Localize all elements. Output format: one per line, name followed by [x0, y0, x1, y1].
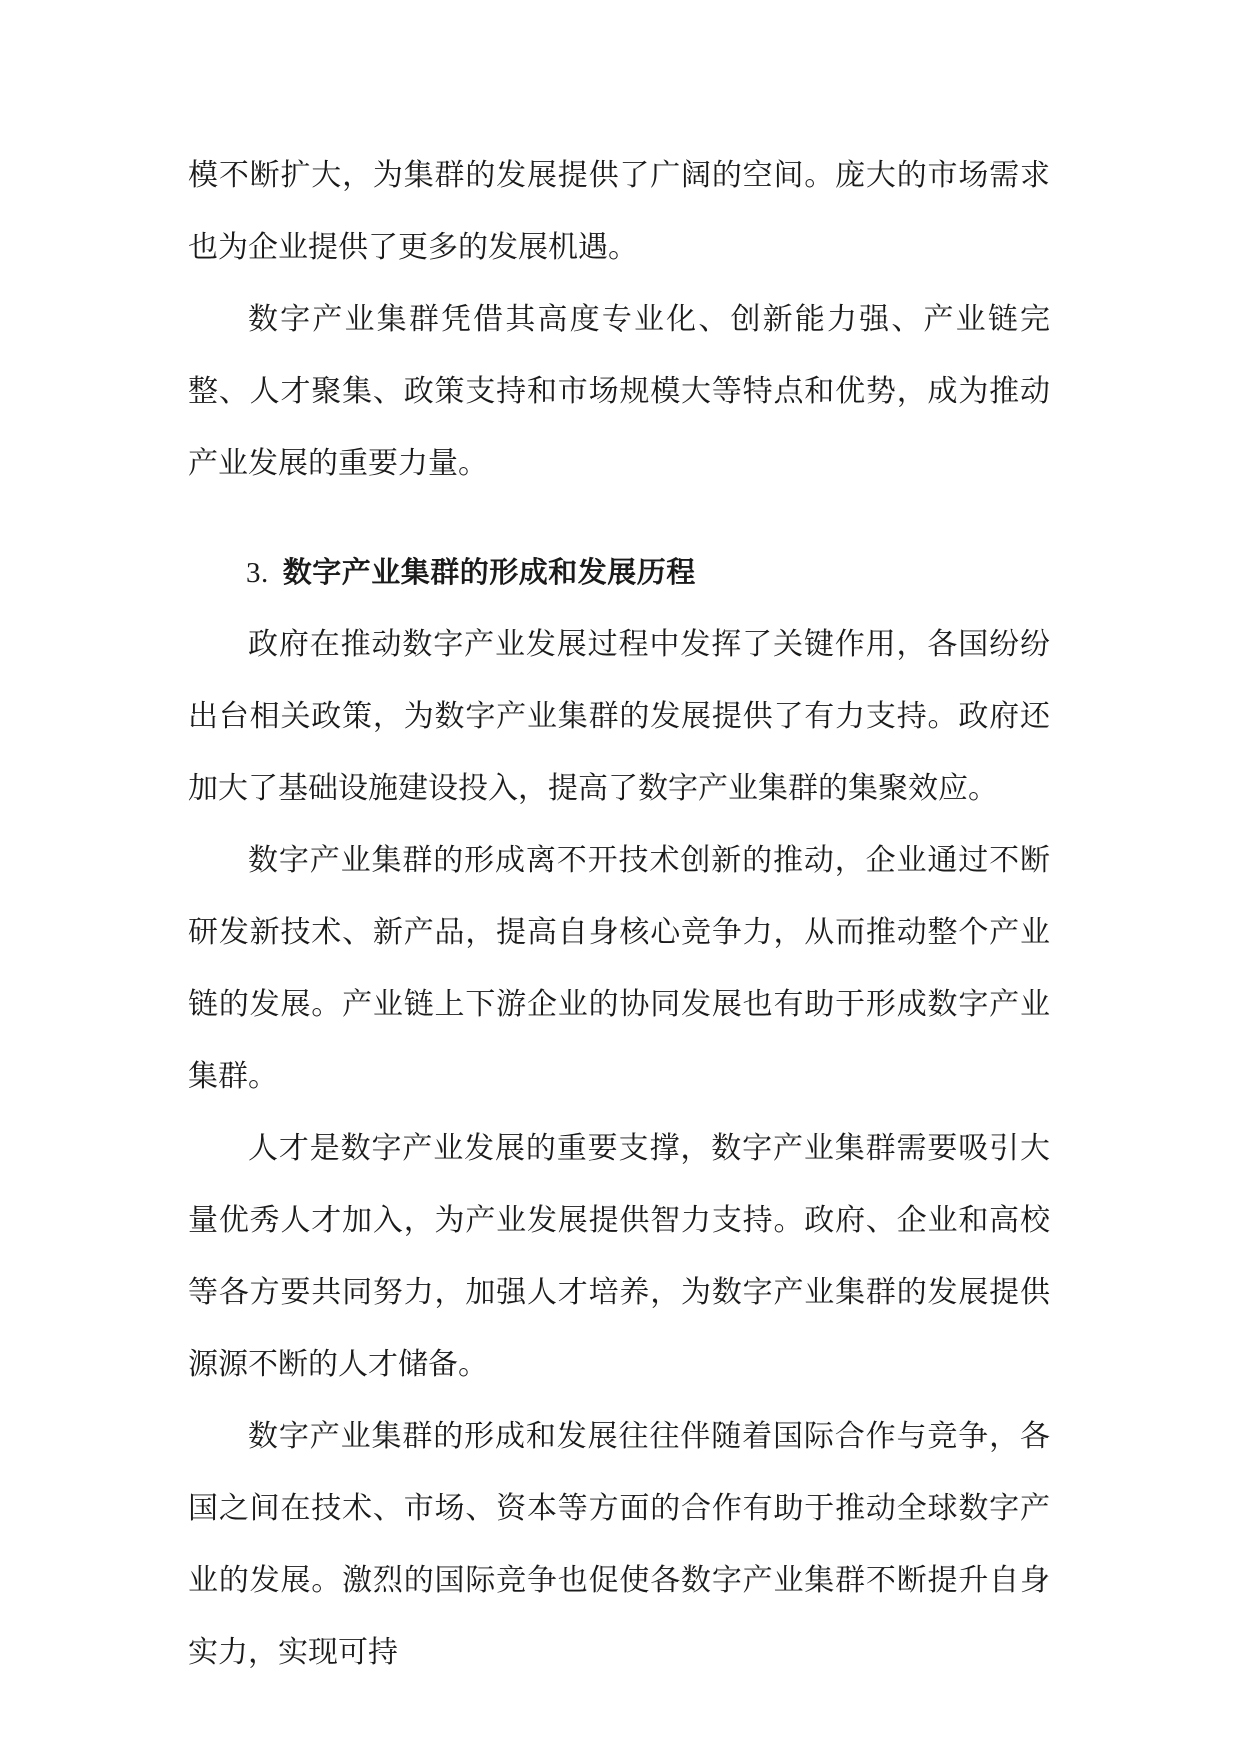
paragraph: 数字产业集群的形成离不开技术创新的推动，企业通过不断研发新技术、新产品，提高自身核心竞争力，从而推动整个产业链的发展。产业链上下游企业的协同发展也有助于形成数字产业集群。 — [188, 843, 1050, 1094]
paragraph: 人才是数字产业发展的重要支撑，数字产业集群需要吸引大量优秀人才加入，为产业发展提供智力支持。政府、企业和高校等各方要共同努力，加强人才培养，为数字产业集群的发展提供源源不断的人才储备。 — [188, 1131, 1050, 1382]
section-title: 数字产业集群的形成和发展历程 — [282, 555, 696, 589]
paragraph: 数字产业集群的形成和发展往往伴随着国际合作与竞争，各国之间在技术、市场、资本等方面的合作有助于推动全球数字产业的发展。激烈的国际竞争也促使各数字产业集群不断提升自身实力，实现可持 — [188, 1419, 1050, 1670]
section-heading — [188, 536, 1050, 609]
document-page — [188, 140, 1050, 1689]
paragraph-continued: 模不断扩大，为集群的发展提供了广阔的空间。庞大的市场需求也为企业提供了更多的发展机遇。 — [188, 158, 1050, 265]
paragraph: 数字产业集群凭借其高度专业化、创新能力强、产业链完整、人才聚集、政策支持和市场规模大等特点和优势，成为推动产业发展的重要力量。 — [188, 302, 1050, 481]
paragraph: 政府在推动数字产业发展过程中发挥了关键作用，各国纷纷出台相关政策，为数字产业集群的发展提供了有力支持。政府还加大了基础设施建设投入，提高了数字产业集群的集聚效应。 — [188, 627, 1050, 806]
section-number: 3. — [246, 557, 269, 589]
